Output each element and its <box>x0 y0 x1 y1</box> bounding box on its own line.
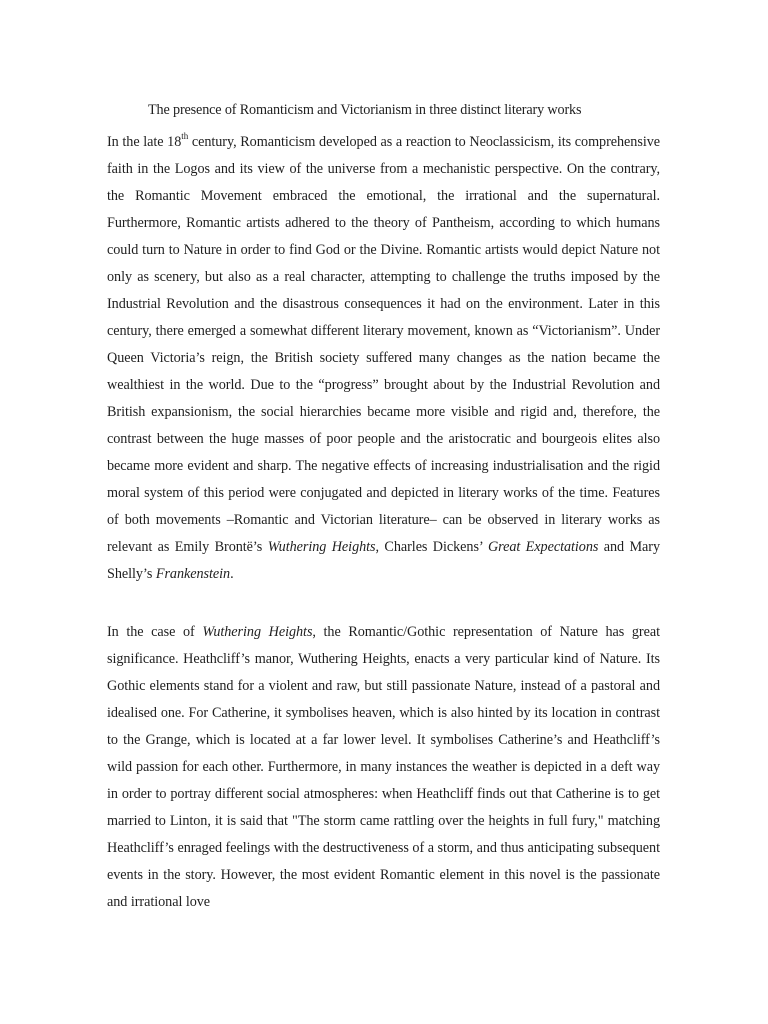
document-title: The presence of Romanticism and Victorianism in three distinct literary works <box>148 102 582 118</box>
paragraph-body: century, Romanticism developed as a reaction to Neoclassicism, its comprehensive faith in the Logos and its view of the universe from a mechanistic perspective. On the contrary, the Romantic Movement embraced the emotional, the irrational and the supernatural. Furthermore, Romantic artists adhered to the theory of Pantheism, according to which humans could turn to Nature in order to find God or the Divine. Romantic artists would depict Nature not only as scenery, but also as a real character, attempting to challenge the truths imposed by the Industrial Revolution and the disastrous consequences it had on the environment. Later in this century, there emerged a somewhat different literary movement, known as “Victorianism”. Under Queen Victoria’s reign, the British society suffered many changes as the nation became the wealthiest in the world. Due to the “progress” brought about by the Industrial Revolution and British expansionism, the social hierarchies became more visible and rigid and, therefore, the contrast between the huge masses of poor people and the aristocratic and bourgeois elites also became more evident and sharp. The negative effects of increasing industrialisation and the rigid moral system of this period were conjugated and depicted in literary works of the time. Features of both movements –Romantic and Victorian literature– can be observed in literary works as relevant as Emily Brontë’s <box>107 134 661 555</box>
paragraph-wuthering-heights <box>107 619 660 916</box>
work-title-wuthering-heights: Wuthering Heights <box>267 539 376 555</box>
paragraph-romanticism-victorianism <box>107 129 660 588</box>
separator-text: , Charles Dickens’ <box>375 539 488 555</box>
work-title-wuthering-heights: Wuthering Heights <box>202 624 313 640</box>
paragraph-body: , the Romantic/Gothic representation of Nature has great significance. Heathcliff’s manor, Wuthering Heights, enacts a very particular kind of Nature. Its Gothic elements stand for a violent and raw, but still passionate Nature, instead of a pastoral and idealised one. For Catherine, it symbolises heaven, which is also hinted by its location in contrast to the Grange, which is located at a far lower level. It symbolises Catherine’s and Heathcliff’s wild passion for each other. Furthermore, in many instances the weather is depicted in a deft way in order to portray different social atmospheres: when Heathcliff finds out that Catherine is to get married to Linton, it is said that "The storm came rattling over the heights in full fury," matching Heathcliff’s enraged feelings with the destructiveness of a storm, and thus anticipating subsequent events in the story. However, the most evident Romantic element in this novel is the passionate and irrational love <box>107 624 660 910</box>
separator-text: and Mary Shelly’s <box>107 539 661 582</box>
paragraph-opening: In the late 18 <box>107 134 182 150</box>
ordinal-superscript: th <box>181 131 189 142</box>
paragraph-end: . <box>230 566 234 582</box>
work-title-great-expectations: Great Expectations <box>487 539 599 555</box>
paragraph-opening: In the case of <box>107 624 203 640</box>
work-title-frankenstein: Frankenstein <box>155 566 231 582</box>
